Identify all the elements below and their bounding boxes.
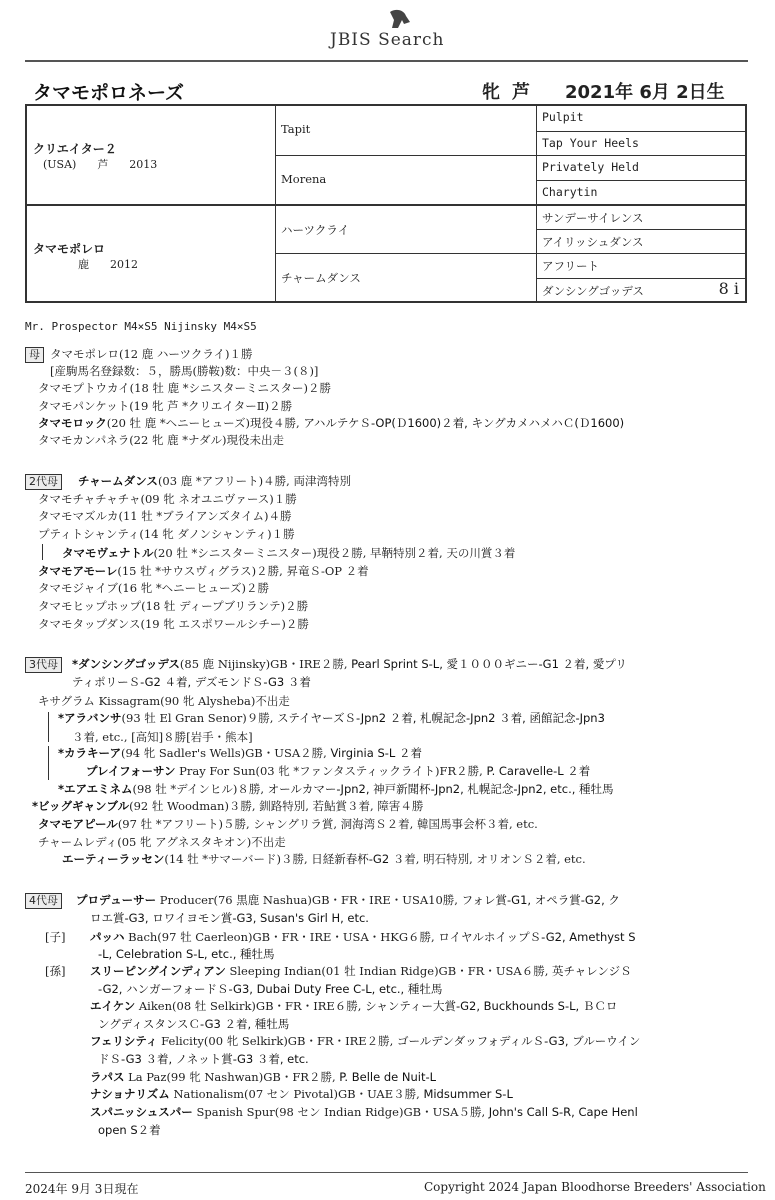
family-line bbox=[98, 1016, 289, 1033]
horse-record: タマモヒップホップ(18 牡 ディープブリランテ)２勝 bbox=[38, 599, 309, 613]
family-line bbox=[38, 834, 286, 851]
pedigree-gen2 bbox=[275, 253, 536, 302]
family-line bbox=[72, 656, 627, 673]
family-line bbox=[50, 346, 253, 363]
family-line bbox=[38, 526, 295, 543]
horse-name-link[interactable]: フェリシティ bbox=[90, 1034, 158, 1048]
race-record: ティポリーＳ-G2 ４着, デズモンドＳ-G3 ３着 bbox=[72, 675, 311, 689]
horse-record: La Paz(99 牝 Nashwan)GB・FR２勝, bbox=[124, 1070, 340, 1084]
section-tag-g2: 2代母 bbox=[25, 474, 62, 490]
horse-record: チャームレディ(05 牝 アグネスタキオン)不出走 bbox=[38, 835, 286, 849]
family-line bbox=[90, 1069, 436, 1086]
horse-record: (14 牡 *サマーバード)３勝, bbox=[164, 852, 312, 866]
horse-record: (20 牡 *シニスターミニスター)現役２勝, 早鞆特別２着, 天の川賞３着 bbox=[153, 546, 516, 560]
pedigree-gen2 bbox=[275, 106, 536, 155]
horse-head-icon bbox=[390, 10, 410, 28]
pedigree-gen3 bbox=[536, 106, 747, 131]
inbreeding-text: Mr. Prospector M4×S5 Nijinsky M4×S5 bbox=[25, 320, 257, 333]
race-record: シャンティー大賞-G2, Buckhounds S-L, ＢＣロ bbox=[365, 999, 618, 1013]
horse-record: タマモマズルカ(11 牡 *ブライアンズタイム)４勝 bbox=[38, 509, 292, 523]
indent-bar bbox=[42, 544, 43, 560]
gen3-name[interactable]: ダンシングゴッデス bbox=[542, 283, 644, 298]
race-record: -L, Celebration S-L, etc., 種牡馬 bbox=[98, 947, 275, 961]
horse-name-link[interactable]: *ダンシングゴッデス bbox=[72, 657, 180, 671]
family-line bbox=[72, 674, 311, 691]
horse-record: タマモパンケット(19 牝 芦 *クリエイターⅡ)２勝 bbox=[38, 399, 293, 413]
race-record: オールカマー-Jpn2, 神戸新聞杯-Jpn2, 札幌記念-Jpn2, etc., 種牡馬 bbox=[267, 782, 614, 796]
horse-record: (03 鹿 *アフリート)４勝, 両津湾特別 bbox=[157, 474, 351, 488]
horse-record: (92 牡 Woodman)３勝, 釧路特別, 若鮎賞３着, 障害４勝 bbox=[129, 799, 424, 813]
section-tag-g3: 3代母 bbox=[25, 657, 62, 673]
pedigree-gen3 bbox=[536, 278, 747, 303]
race-record: ゴールデンダッフォディルＳ-G3, ブルーウイン bbox=[397, 1034, 641, 1048]
horse-record: Pray For Sun(03 牝 *ファンタスティックライト)FR２勝, bbox=[175, 764, 487, 778]
gen2-name[interactable]: Tapit bbox=[281, 122, 311, 136]
family-line bbox=[38, 616, 309, 633]
horse-record: プティトシャンティ(14 牝 ダノンシャンティ)１勝 bbox=[38, 527, 295, 541]
horse-record: キサグラム Kissagram(90 牝 Alysheba)不出走 bbox=[38, 694, 290, 708]
horse-record: Felicity(00 牝 Selkirk)GB・FR・IRE２勝, bbox=[157, 1034, 397, 1048]
horse-record: (98 牡 *デインヒル)８勝, bbox=[132, 782, 268, 796]
race-record: open S２着 bbox=[98, 1123, 161, 1137]
dam-name[interactable]: タマモポレロ bbox=[33, 242, 106, 256]
gen3-name[interactable]: Privately Held bbox=[542, 160, 639, 174]
family-line bbox=[98, 981, 442, 998]
horse-name-link[interactable]: エイケン bbox=[90, 999, 136, 1013]
pedigree-gen3 bbox=[536, 131, 747, 156]
horse-record: [産駒馬名登録数：５，勝馬(勝鞍)数：中央－３(８)] bbox=[50, 364, 319, 378]
race-record: -G2, ハンガーフォードＳ-G3, Dubai Duty Free C-L, etc., 種牡馬 bbox=[98, 982, 443, 996]
family-line bbox=[90, 1086, 513, 1103]
horse-name-link[interactable]: エーティーラッセン bbox=[62, 852, 165, 866]
horse-name-link[interactable]: タマモロック bbox=[38, 416, 107, 430]
race-record: Pearl Sprint S-L, 愛１０００ギニー-G1 ２着, 愛プリ bbox=[351, 657, 627, 671]
pedigree-gen3 bbox=[536, 253, 747, 278]
race-record: Midsummer S-L bbox=[423, 1087, 513, 1101]
family-line bbox=[90, 998, 617, 1015]
family-line bbox=[98, 1051, 309, 1068]
race-record: John's Call S-R, Cape Henl bbox=[488, 1105, 638, 1119]
race-record: ングディスタンスＣ-G3 ２着, 種牡馬 bbox=[98, 1017, 290, 1031]
family-line bbox=[58, 710, 605, 727]
gen3-name[interactable]: Charytin bbox=[542, 184, 598, 199]
gen2-name[interactable]: Morena bbox=[281, 172, 327, 186]
horse-name-link[interactable]: ラパス bbox=[90, 1070, 125, 1084]
race-record: ドＳ-G3 ３着, ノネット賞-G3 ３着, etc. bbox=[98, 1052, 309, 1066]
horse-name-link[interactable]: スパニッシュスパー bbox=[90, 1105, 193, 1119]
indent-bar bbox=[48, 712, 49, 742]
horse-record: (85 鹿 Nijinsky)GB・IRE２勝, bbox=[179, 657, 352, 671]
family-line bbox=[58, 745, 422, 762]
sire-name[interactable]: クリエイター２ bbox=[33, 142, 117, 156]
gen2-name[interactable]: ハーツクライ bbox=[281, 223, 350, 237]
pedigree-table bbox=[25, 104, 747, 303]
horse-record: (15 牡 *サウスヴィグラス)２勝, 昇竜Ｓ-OP ２着 bbox=[117, 564, 369, 578]
sire-info: (USA) 芦 2013 bbox=[43, 158, 158, 171]
footer-date: 2024年 9月 3日現在 bbox=[25, 1182, 139, 1196]
gen3-name[interactable]: サンデーサイレンス bbox=[542, 211, 644, 225]
horse-birthdate: 2021年 6月 2日生 bbox=[565, 82, 725, 103]
family-line bbox=[38, 415, 624, 432]
race-record: P. Belle de Nuit-L bbox=[339, 1070, 437, 1084]
family-line bbox=[62, 851, 586, 868]
family-line bbox=[32, 798, 423, 815]
horse-name-link[interactable]: チャームダンス bbox=[78, 474, 158, 488]
horse-sex: 牝 bbox=[482, 82, 500, 103]
family-line bbox=[38, 491, 297, 508]
header-divider bbox=[25, 60, 748, 62]
pedigree-gen2 bbox=[275, 155, 536, 204]
horse-name-link[interactable]: *エアエミネム bbox=[58, 782, 133, 796]
footer-divider bbox=[25, 1172, 748, 1173]
family-line bbox=[90, 1033, 640, 1050]
gen3-name[interactable]: Pulpit bbox=[542, 110, 584, 124]
pedigree-gen2 bbox=[275, 204, 536, 253]
footer-copyright: Copyright 2024 Japan Bloodhorse Breeders' Association bbox=[424, 1180, 766, 1194]
horse-record: タマモタップダンス(19 牝 エスポワールシチー)２勝 bbox=[38, 617, 309, 631]
pedigree-gen3 bbox=[536, 204, 747, 229]
horse-color: 芦 bbox=[512, 82, 530, 103]
family-line bbox=[90, 910, 369, 927]
horse-record: タマモプトウカイ(18 牡 鹿 *シニスターミニスター)２勝 bbox=[38, 381, 331, 395]
horse-name-link[interactable]: タマモヴェナトル bbox=[62, 546, 154, 560]
pedigree-dam bbox=[27, 204, 275, 302]
horse-record: (97 牡 *アフリート)５勝, シャングリラ賞, 洞海湾Ｓ２着, 韓国馬事会杯３着, etc. bbox=[117, 817, 538, 831]
horse-name-link[interactable]: ナショナリズム bbox=[90, 1087, 170, 1101]
family-line bbox=[38, 816, 538, 833]
race-record: Virginia S-L ２着 bbox=[330, 746, 422, 760]
logo-text[interactable]: JBIS Search bbox=[330, 30, 445, 50]
horse-record: タマモジャイブ(16 牝 *ヘニーヒューズ)２勝 bbox=[38, 581, 270, 595]
family-line bbox=[90, 1104, 638, 1121]
race-record: P. Caravelle-L ２着 bbox=[486, 764, 591, 778]
family-line bbox=[76, 892, 620, 909]
horse-name-link[interactable]: タマモアピール bbox=[38, 817, 118, 831]
gen3-name[interactable]: アフリート bbox=[542, 259, 600, 273]
family-line bbox=[38, 693, 290, 710]
pedigree-gen3 bbox=[536, 180, 747, 205]
race-record: ロイヤルホイップＳ-G2, Amethyst S bbox=[438, 930, 636, 944]
race-record: 英チャレンジＳ bbox=[552, 964, 632, 978]
family-line bbox=[86, 763, 590, 780]
gen3-name[interactable]: Tap Your Heels bbox=[542, 135, 639, 150]
horse-record: タマモチャチャチャ(09 牝 ネオユニヴァース)１勝 bbox=[38, 492, 297, 506]
horse-name-link[interactable]: *アラバンサ bbox=[58, 711, 122, 725]
pedigree-gen3 bbox=[536, 155, 747, 180]
horse-name-link[interactable]: タマモアモーレ bbox=[38, 564, 118, 578]
horse-record: Sleeping Indian(01 牡 Indian Ridge)GB・FR・USA６勝, bbox=[225, 964, 553, 978]
family-line bbox=[72, 729, 253, 746]
inbreeding-mark: 8 i bbox=[718, 278, 739, 298]
family-line bbox=[38, 432, 284, 449]
family-line bbox=[38, 580, 269, 597]
family-line bbox=[38, 380, 331, 397]
section-tag-g4: 4代母 bbox=[25, 893, 62, 909]
race-record: 日経新春杯-G2 bbox=[311, 852, 393, 866]
section-tag-dam: 母 bbox=[25, 347, 44, 363]
horse-record: ３着, 明石特別, オリオンＳ２着, etc. bbox=[392, 852, 586, 866]
family-line bbox=[90, 963, 632, 980]
gen2-name[interactable]: チャームダンス bbox=[281, 271, 361, 285]
family-line bbox=[62, 545, 515, 562]
race-record: アハルテケＳ-OP(Ｄ1600)２着, キングカメハメハＣ(Ｄ1600) bbox=[303, 416, 625, 430]
horse-record: ３着, etc., [高知]８勝[岩手・熊本] bbox=[72, 730, 253, 744]
horse-name-link[interactable]: *ビッグギャンブル bbox=[32, 799, 130, 813]
relation-label: [孫] bbox=[45, 964, 66, 978]
family-line bbox=[38, 598, 308, 615]
pedigree-sire bbox=[27, 106, 275, 204]
horse-name-link[interactable]: パッハ bbox=[90, 930, 125, 944]
horse-name-link[interactable]: *カラキーア bbox=[58, 746, 121, 760]
horse-record: Bach(97 牡 Caerleon)GB・FR・IRE・USA・HKG６勝, bbox=[124, 930, 439, 944]
horse-record: Producer(76 黒鹿 Nashua)GB・FR・IRE・USA10勝, bbox=[156, 893, 462, 907]
horse-name-link[interactable]: プロデューサー bbox=[76, 893, 157, 907]
family-line bbox=[98, 1122, 161, 1139]
horse-record: Spanish Spur(98 セン Indian Ridge)GB・USA５勝, bbox=[192, 1105, 489, 1119]
family-line bbox=[98, 946, 275, 963]
horse-record: (20 牡 鹿 *ヘニーヒューズ)現役４勝, bbox=[106, 416, 304, 430]
race-record: ステイヤーズＳ-Jpn2 ２着, 札幌記念-Jpn2 ３着, 函館記念-Jpn3 bbox=[277, 711, 605, 725]
family-line bbox=[90, 929, 636, 946]
horse-name-link[interactable]: プレイフォーサン bbox=[86, 764, 176, 778]
horse-name-link[interactable]: スリーピングインディアン bbox=[90, 964, 226, 978]
horse-record: タマモカンパネラ(22 牝 鹿 *ナダル)現役未出走 bbox=[38, 433, 284, 447]
horse-record: (93 牡 El Gran Senor)９勝, bbox=[121, 711, 278, 725]
relation-label: [子] bbox=[45, 930, 66, 944]
family-line bbox=[78, 473, 351, 490]
race-record: フォレ賞-G1, オペラ賞-G2, ク bbox=[461, 893, 620, 907]
family-line bbox=[38, 508, 291, 525]
horse-record: Nationalism(07 セン Pivotal)GB・UAE３勝, bbox=[169, 1087, 424, 1101]
family-line bbox=[38, 563, 369, 580]
indent-bar bbox=[48, 746, 49, 780]
dam-info: 鹿 2012 bbox=[43, 258, 138, 271]
horse-record: タマモポレロ(12 鹿 ハーツクライ)１勝 bbox=[50, 347, 253, 361]
race-record: ロエ賞-G3, ロワイヨモン賞-G3, Susan's Girl H, etc. bbox=[90, 911, 369, 925]
horse-record: Aiken(08 牡 Selkirk)GB・FR・IRE６勝, bbox=[135, 999, 366, 1013]
pedigree-gen3 bbox=[536, 229, 747, 254]
horse-record: (94 牝 Sadler's Wells)GB・USA２勝, bbox=[120, 746, 331, 760]
gen3-name[interactable]: アイリッシュダンス bbox=[542, 234, 644, 249]
family-line bbox=[50, 363, 318, 380]
family-line bbox=[58, 781, 614, 798]
family-line bbox=[38, 398, 292, 415]
horse-name: タマモポロネーズ bbox=[33, 82, 185, 104]
